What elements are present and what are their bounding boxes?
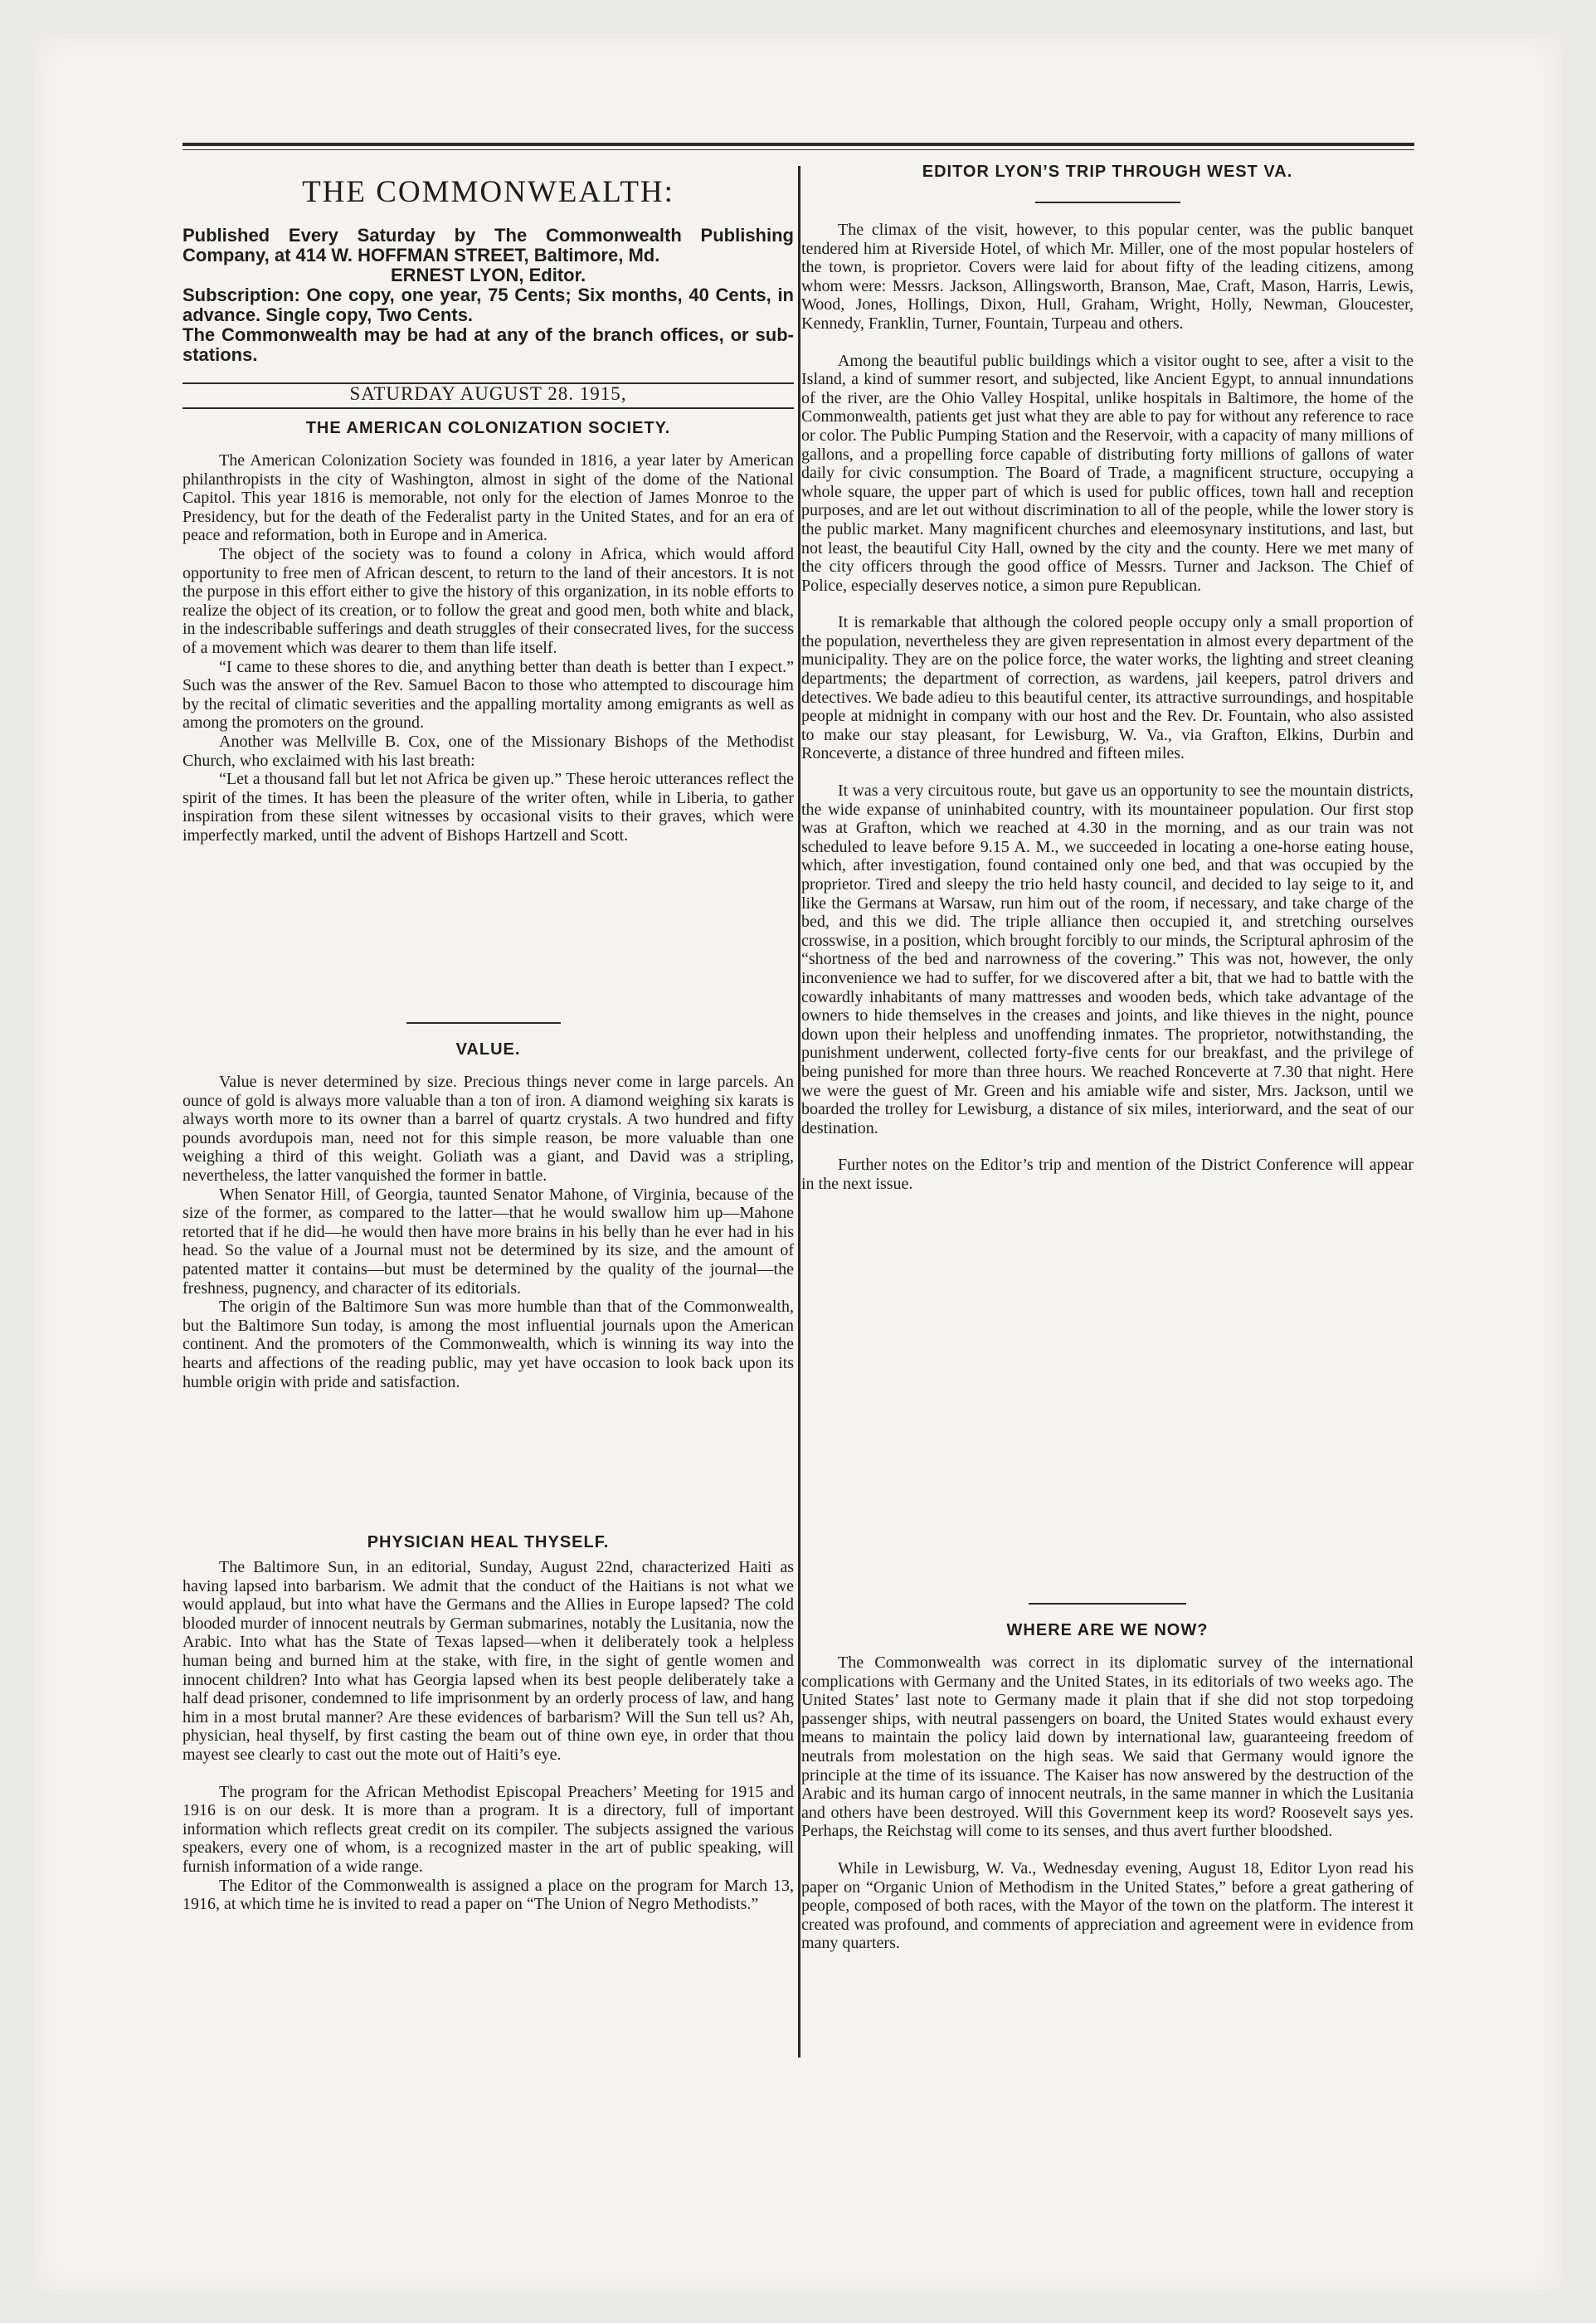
issue-date: SATURDAY AUGUST 28. 1915, (349, 383, 627, 404)
top-rule-thin (182, 149, 1414, 150)
article-heading-physician: PHYSICIAN HEAL THYSELF. (367, 1533, 610, 1551)
paragraph: Another was Mellville B. Cox, one of the Missionary Bishops of the Methodist Church, who exclaimed with his last breath: (182, 732, 794, 770)
article-trip (801, 221, 1414, 1194)
article-heading-trip: EDITOR LYON’S TRIP THROUGH WEST VA. (922, 163, 1293, 181)
paragraph: Among the beautiful public buildings which a visitor ought to see, after a visit to the Island, a kind of summer resort, and subjected, like Ancient Egypt, to annual innundations of the river, are the Ohio Valley Hospital, unlike hospitals in Baltimore, the home of the Commonwealth, patients get just what they are able to pay for without any reference to race or color. The Public Pumping Station and the Reservoir, with a capacity of many millions of gallons, and a propelling force capable of distributing forty millions of gallons of water daily for civic consumption. The Board of Trade, a magnificent structure, occupying a whole square, the upper part of which is used for public offices, town hall and reception purposes, and are let out without discrimination to all of the people, while the lower story is the public market. Many magnificent churches and eleemosynary institutions, and last, but not least, the beautiful City Hall, owned by the city and the county. Here we met many of the city officers through the good office of Messrs. Turner and Jackson. The Chief of Police, especially deserves notice, a simon pure Republican. (801, 351, 1414, 595)
paragraph: It was a very circuitous route, but gave us an opportunity to see the mountain districts, the wide expanse of uninhabited country, with its mountaineer population. Our first stop was at Grafton, which we reached at 4.30 in the morning, and as our train was not scheduled to leave before 9.15 A. M., we succeeded in locating a one-horse eating house, which, after investigation, found contained only one bed, and that was occupied by the proprietor. Tired and sleepy the trio held hasty council, and decided to lay seige to it, and like the Germans at Warsaw, run him out of the room, if necessary, and take charge of the bed, and this we did. The triple alliance then occupied it, and stretching ourselves crosswise, in a position, which brought forcibly to our minds, the Scriptural aphrosim of the “shortness of the bed and narrowness of the covering.” This was not, however, the only inconvenience we had to suffer, for we discovered after a bit, that we had to battle with the cowardly inhabitants of many mattresses and wooden beds, which take advantage of the owners to hide themselves in the creases and joints, and like thieves in the night, pounce down upon their helpless and unoffending inmates. The proprietor, notwithstanding, the punishment underwent, collected forty-five cents for our breakfast, and the privilege of being punished for more than three hours. We reached Ronceverte at 7.30 that night. Here we were the guest of Mr. Green and his amiable wife and sister, Mrs. Jackson, until we boarded the trolley for Lewisburg, a distance of six miles, interiorward, and the seat of our destination. (801, 782, 1414, 1137)
paragraph: The Baltimore Sun, in an editorial, Sunday, August 22nd, characterized Haiti as having lapsed into barbarism. We admit that the conduct of the Haitians is not what we would applaud, but into what have the Germans and the Allies in Europe lapsed? The cold blooded murder of innocent neutrals by German submarines, notably the Lusitania, now the Arabic. Into what has the State of Texas lapsed—when it deliberately took a helpless human being and burned him at the stake, with fire, in the sight of gentle women and innocent children? Into what has Georgia lapsed when its best people deliberately take a half dead prisoner, condemned to life imprisonment by an orderly process of law, and hang him in a most brutal manner? Are these evidences of barbarism? Will the Sun tell us? Ah, physician, heal thyself, by first casting the beam out of thine own eye, in order that thou mayest see clearly to cast out the mote out of Haiti’s eye. (182, 1558, 794, 1764)
paragraph: The program for the African Methodist Episcopal Preachers’ Meeting for 1915 and 1916 is on our desk. It is more than a program. It is a directory, full of important information which reflects great credit on its compiler. The subjects assigned the various speakers, every one of whom, is a recognized master in the art of public speaking, will furnish information of a wide range. (182, 1782, 794, 1876)
masthead-info (182, 226, 794, 365)
paragraph: It is remarkable that although the colored people occupy only a small proportion of the population, nevertheless they are given representation in almost every department of the municipality. They are on the police force, the water works, the lighting and street cleaning departments; the department of correction, as wardens, jail keepers, patrol drivers and detectives. We bade adieu to this beautiful center, its attractive surroundings, and hospitable people at midnight in company with our host and the Rev. Dr. Fountain, who also assisted to make our stay pleasant, for Lewisburg, W. Va., via Grafton, Elkins, Durbin and Ronceverte, a distance of three hundred and fifteen miles. (801, 613, 1414, 763)
publisher-line: Published Every Saturday by The Commonwealth Publishing Company, at 414 W. HOFFMAN STREET, Baltimore, Md. (182, 225, 794, 265)
paragraph: The object of the society was to found a colony in Africa, which would afford opportunity to free men of African descent, to return to the land of their ancestors. It is not the purpose in this effort either to give the history of this organization, in its noble efforts to realize the object of its creation, or to follow the great and good men, both white and black, in the indescribable sufferings and death struggles of their consecrated lives, for the success of a movement which was dearer to them than life itself. (182, 544, 794, 657)
article-physician (182, 1558, 794, 1914)
section-rule (1029, 1603, 1186, 1605)
article-heading-where: WHERE ARE WE NOW? (1006, 1621, 1209, 1639)
paragraph: Value is never determined by size. Precious things never come in large parcels. An ounce of gold is always more valuable than a ton of iron. A diamond weighing six karats is always worth more to its owner than a barrel of quartz crystals. A two hundred and fifty pounds avordupois man, need not for this simple reason, be more valuable than one weighing a third of this weight. Goliath was a giant, and David was a stripling, nevertheless, the latter vanquished the former in battle. (182, 1073, 794, 1185)
paragraph: The Commonwealth was correct in its diplomatic survey of the international complications with Germany and the United States, in its editorials of two weeks ago. The United States’ last note to Germany made it plain that if she did not stop torpedoing passenger ships, with neutral passengers on board, the United States would exhaust every means to maintain the policy laid down by international law, guaranteeing freedom of neutrals from molestation on the high seas. We said that Germany would ignore the principle at the time of its issuance. The Kaiser has now answered by the destruction of the Arabic and its human cargo of innocent neutrals, in the same manner in which the Lusitania and others have been destroyed. Will this Government keep its word? Roosevelt says yes. Perhaps, the Reichstag will come to its senses, and thus avert further bloodshed. (801, 1653, 1414, 1841)
paragraph: Further notes on the Editor’s trip and mention of the District Conference will appear in the next issue. (801, 1156, 1414, 1193)
editor-line: ERNEST LYON, Editor. (390, 265, 586, 285)
date-rule-bottom (182, 407, 794, 409)
paragraph: The American Colonization Society was founded in 1816, a year later by American philanthropists in the city of Washington, almost in sight of the dome of the National Capitol. This year 1816 is memorable, not only for the election of James Monroe to the Presidency, but for the death of the Federalist party in the United States, and for an era of peace and reformation, both in Europe and in America. (182, 451, 794, 545)
article-where (801, 1653, 1414, 1953)
top-rule (182, 143, 1414, 146)
paragraph: When Senator Hill, of Georgia, taunted Senator Mahone, of Virginia, because of the size of the former, as compared to the latter—that he would swallow him up—Mahone retorted that if he did—he would then have more brains in his belly than he ever had in his head. So the value of a Journal must not be determined by its size, and the amount of patented matter it contains—but must be determined by the quality of the journal—the freshness, pugnency, and character of its editorials. (182, 1185, 794, 1298)
paragraph: While in Lewisburg, W. Va., Wednesday evening, August 18, Editor Lyon read his paper on “Organic Union of Methodism in the United States,” before a great gathering of people, composed of both races, with the Mayor of the town on the platform. The interest it created was profound, and comments of appreciation and agreement were in evidence from many quarters. (801, 1858, 1414, 1953)
paragraph: The Editor of the Commonwealth is assigned a place on the program for March 13, 1916, at which time he is invited to read a paper on “The Union of Negro Methodists.” (182, 1876, 794, 1914)
article-heading-colonization: THE AMERICAN COLONIZATION SOCIETY. (305, 419, 671, 437)
paragraph: “Let a thousand fall but let not Africa be given up.” These heroic utterances reflect the spirit of the times. It has been the pleasure of the writer often, while in Liberia, to gather inspiration from these silent witnesses by occasional visits to their graves, which were imperfectly marked, until the advent of Bishops Hartzell and Scott. (182, 770, 794, 845)
paragraph: The climax of the visit, however, to this popular center, was the public banquet tendered him at Riverside Hotel, of which Mr. Miller, one of the most popular hostelers of the town, is proprietor. Covers were laid for about fifty of the leading citizens, among whom were: Messrs. Jackson, Allingsworth, Branson, Mae, Craft, Mason, Harris, Lewis, Wood, Jones, Hollings, Dixon, Hull, Graham, Wright, Holly, Newman, Gloucester, Kennedy, Franklin, Turner, Fountain, Turpeau and others. (801, 221, 1414, 333)
subscription-line: Subscription: One copy, one year, 75 Cents; Six months, 40 Cents, in advance. Single copy, Two Cents. (182, 285, 794, 325)
article-colonization (182, 451, 794, 845)
article-value (182, 1073, 794, 1391)
paragraph: The origin of the Baltimore Sun was more humble than that of the Commonwealth, but the Baltimore Sun today, is among the most influential journals upon the American continent. And the promoters of the Commonwealth, which is winning its way into the hearts and affections of the reading public, may yet have occasion to look back upon its humble origin with pride and satisfaction. (182, 1298, 794, 1391)
article-heading-value: VALUE. (455, 1040, 521, 1059)
paragraph: “I came to these shores to die, and anything better than death is better than I expect.” Such was the answer of the Rev. Samuel Bacon to those who attempted to discourage him by the recital of climatic severities and the appalling mortality among emigrants as well as among the promoters on the ground. (182, 657, 794, 733)
masthead-title: THE COMMONWEALTH: (302, 175, 674, 209)
section-rule (406, 1022, 561, 1024)
branch-line: The Commonwealth may be had at any of the branch offices, or sub-stations. (182, 324, 794, 365)
column-divider (798, 166, 800, 2058)
section-rule (1035, 202, 1180, 203)
